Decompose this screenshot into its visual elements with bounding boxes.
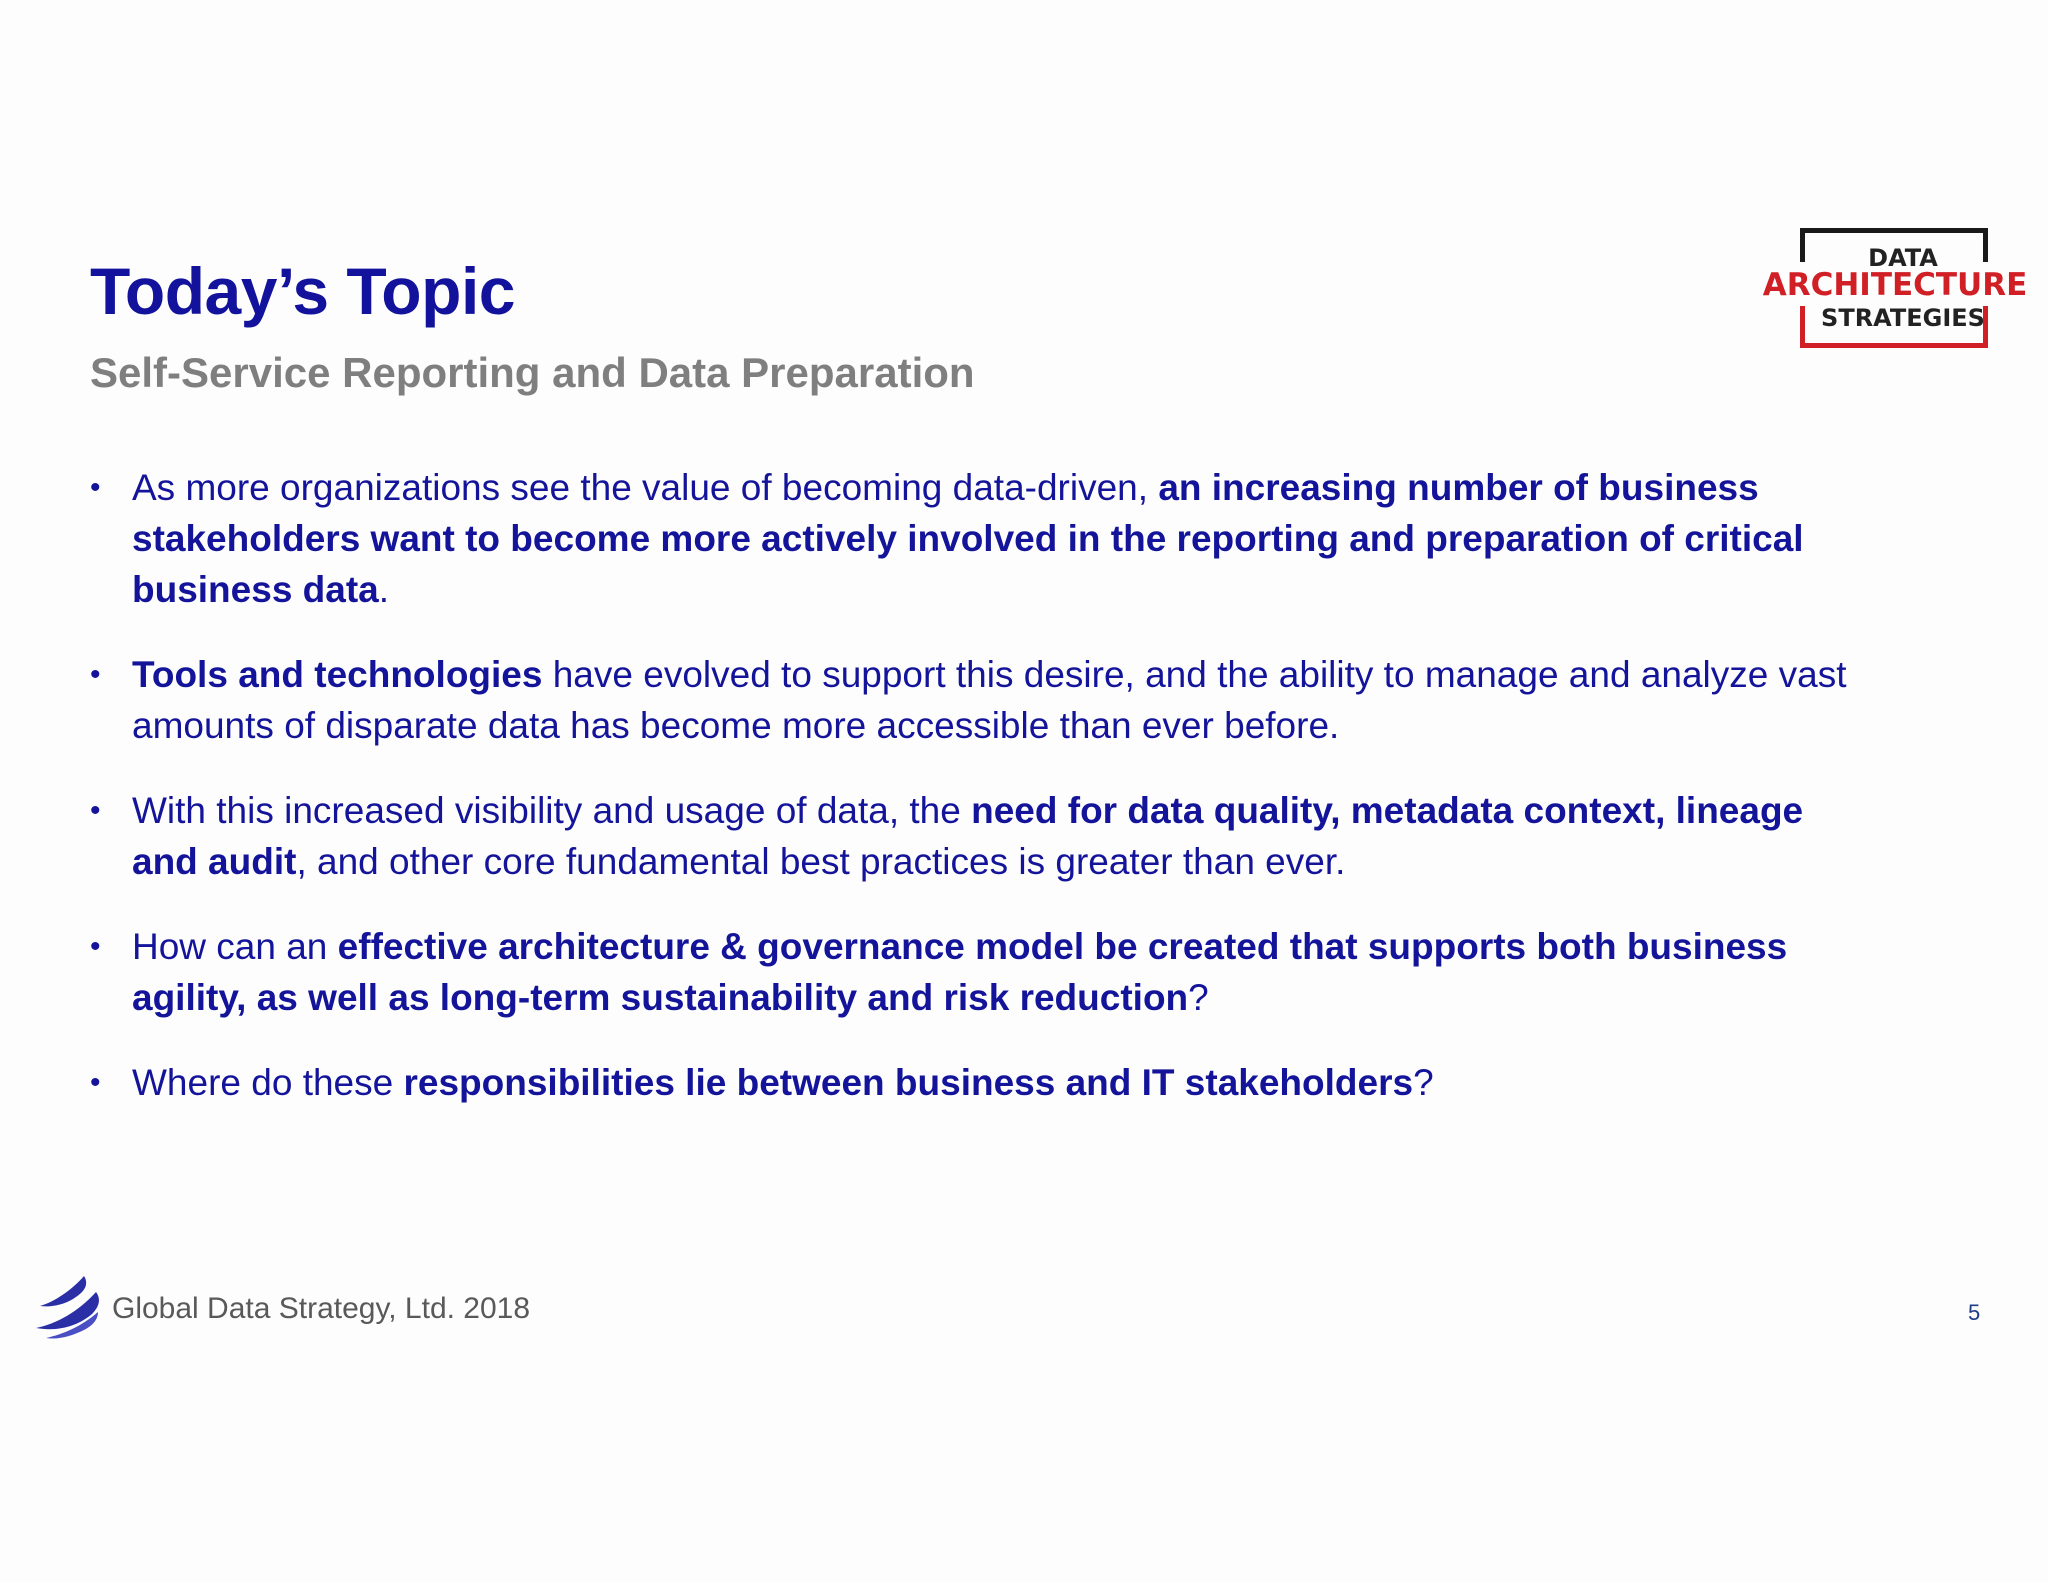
bullet-item-2 [90, 649, 1850, 751]
bullet-text-plain: As more organizations see the value of becoming data-driven, [132, 467, 1159, 508]
bullet-text-plain: ? [1188, 977, 1209, 1018]
bullet-text-plain: have evolved to support this desire, and the ability to manage and analyze vast amounts of disparate data has become more accessible than ever before. [132, 654, 1847, 746]
bullet-text-plain: , and other core fundamental best practices is greater than ever. [296, 841, 1346, 882]
bullet-dot: • [90, 794, 101, 827]
bullet-dot: • [90, 658, 101, 691]
bullet-text-plain: With this increased visibility and usage of data, the [132, 790, 972, 831]
logo-text-strategies: STRATEGIES [1821, 304, 1985, 332]
bullet-text-bold: Tools and technologies [132, 654, 543, 695]
bullet-dot: • [90, 930, 101, 963]
bullet-text-bold: an increasing number of business stakeholders want to become more actively involved in the reporting and preparation of critical business data [132, 467, 1804, 610]
page-number: 5 [1968, 1300, 1981, 1325]
page-subtitle: Self-Service Reporting and Data Preparation [90, 349, 975, 396]
bullet-list [90, 462, 1850, 1142]
global-data-strategy-logo-icon [32, 1272, 104, 1340]
bullet-item-1 [90, 462, 1850, 615]
bullet-text-bold: responsibilities lie between business and IT stakeholders [403, 1062, 1414, 1103]
bullet-text-plain: How can an [132, 926, 338, 967]
bullet-item-5 [90, 1057, 1850, 1108]
logo-text-architecture: ARCHITECTURE [1762, 267, 2028, 303]
bullet-dot: • [90, 471, 101, 504]
page-title: Today’s Topic [90, 254, 515, 328]
bullet-item-3 [90, 785, 1850, 887]
bullet-text-plain: ? [1413, 1062, 1434, 1103]
bullet-text-plain: . [378, 569, 390, 610]
bullet-dot: • [90, 1066, 101, 1099]
data-architecture-strategies-logo [1760, 228, 2030, 348]
bullet-text-plain: Where do these [132, 1062, 404, 1103]
bullet-text-bold: need for data quality, metadata context, lineage and audit [132, 790, 1804, 882]
bullet-item-4 [90, 921, 1850, 1023]
bullet-text-bold: effective architecture & governance model be created that supports both business agility, as well as long-term sustainability and risk reduction [132, 926, 1788, 1018]
logo-text-data: DATA [1868, 244, 1938, 272]
footer-company: Global Data Strategy, Ltd. 2018 [112, 1292, 531, 1325]
